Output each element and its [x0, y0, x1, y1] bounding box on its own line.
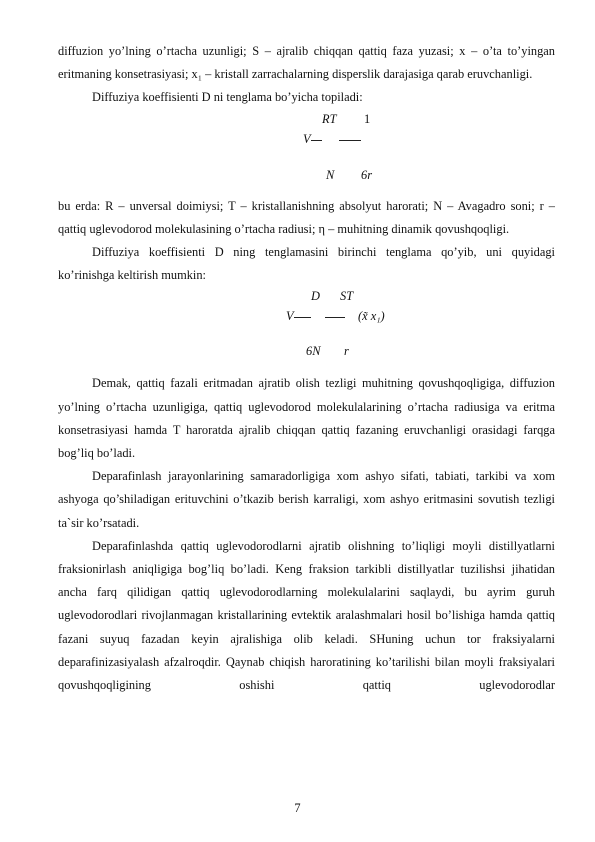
formula2-den2: r — [344, 344, 349, 359]
document-page — [58, 40, 555, 697]
paragraph-conclusion: Demak, qattiq fazali eritmadan ajratib olish tezligi muhitning qovushqoqligiga, diffuzion yo’lning o’rtacha uzunligiga, qattiq uglevodorod molekulalarining o’rtacha radiusiga va eritma konsetrasiyasi hamda T haroratda ajralib chiqqan qattiq fazaning eruvchanligi orasidagi farqga bog’liq bo’ladi. — [58, 376, 555, 461]
paragraph-fractionation: Deparafinlashda qattiq uglevodorodlarni ajratib olishning to’liqligi moyli distillyatlarni fraksionirlash aniqligiga bog’liq bo’ladi. Keng fraksion tarkibli distillyatlar tuzilishsi jihatidan ancha farq qilidigan qattiq uglevodorodlarning molekulalarini saqlaydi, bu ayrim guruh uglevodorodlari rivojlanmagan kristallarining evtektik aralashmalari hosil bo’lishiga hamda qattiq fazani suyuq fazadan keyin ajralishiga olib keladi. SHuning uchun tor fraksiyalarni deparafinizasiyalash afzalroqdir. Qaynab chiqish haroratining ko’tarilishi bilan moyli fraksiyalari qovushqoqligining oshishi qattiq uglevodorodlar — [58, 538, 555, 693]
formula2-lhs: V — [286, 309, 294, 324]
formula2-parenthesis: (x̃ x₁) — [358, 309, 385, 324]
formula2-fraction-bar — [294, 317, 311, 318]
paragraph-diffusion-path: diffuzion yo’lning o’rtacha uzunligi; S – ajralib chiqqan qattiq faza yuzasi; x – o’ta to’yingan eritmaning konsetrasiyasi; x₁ – kristall zarrachalarning disperslik darajasiga qarab eruvchanligi. — [58, 44, 555, 82]
paragraph-efficiency: Deparafinlash jarayonlarining samaradorligiga xom ashyo sifati, tabiati, tarkibi va xom ashyoga qo’shiladigan erituvchini o’tkazib berish karraligi, xom ashyo eritmasini sovutish tezligi ta`sir ko’rsatadi. — [58, 469, 555, 530]
formula1-num2: 1 — [364, 111, 371, 126]
formula1-den2: 6r — [361, 167, 373, 182]
formula1-fraction-bar — [311, 140, 322, 141]
formula1-num1: RT — [322, 111, 337, 126]
paragraph-diffusion-coefficient-intro: Diffuziya koeffisienti D ni tenglama bo’yicha topiladi: — [92, 90, 363, 105]
formula2-fraction-bar-2 — [325, 317, 345, 318]
formula1-fraction-bar-2 — [339, 140, 361, 141]
page-number: 7 — [294, 801, 301, 815]
formula1-den1: N — [326, 167, 335, 182]
paragraph-substitution: Diffuziya koeffisienti D ning tenglamasini birinchi tenglama qo’yib, uni quyidagi ko’rinishga keltirish mumkin: — [58, 245, 555, 283]
formula1-lhs: V — [303, 131, 311, 146]
formula2-num1: D — [311, 289, 320, 304]
formula-diffusion-coefficient — [58, 110, 555, 195]
formula2-den1: 6N — [306, 344, 321, 359]
paragraph-symbols: bu erda: R – unversal doimiysi; T – kristallanishning absolyut harorati; N – Avagadro soni; r – qattiq uglevodorod molekulasining o’rtacha radiusi; η – muhitning dinamik qovushqoqligi. — [58, 198, 555, 236]
formula-separation-rate — [58, 287, 555, 372]
formula2-num2: ST — [340, 289, 354, 304]
